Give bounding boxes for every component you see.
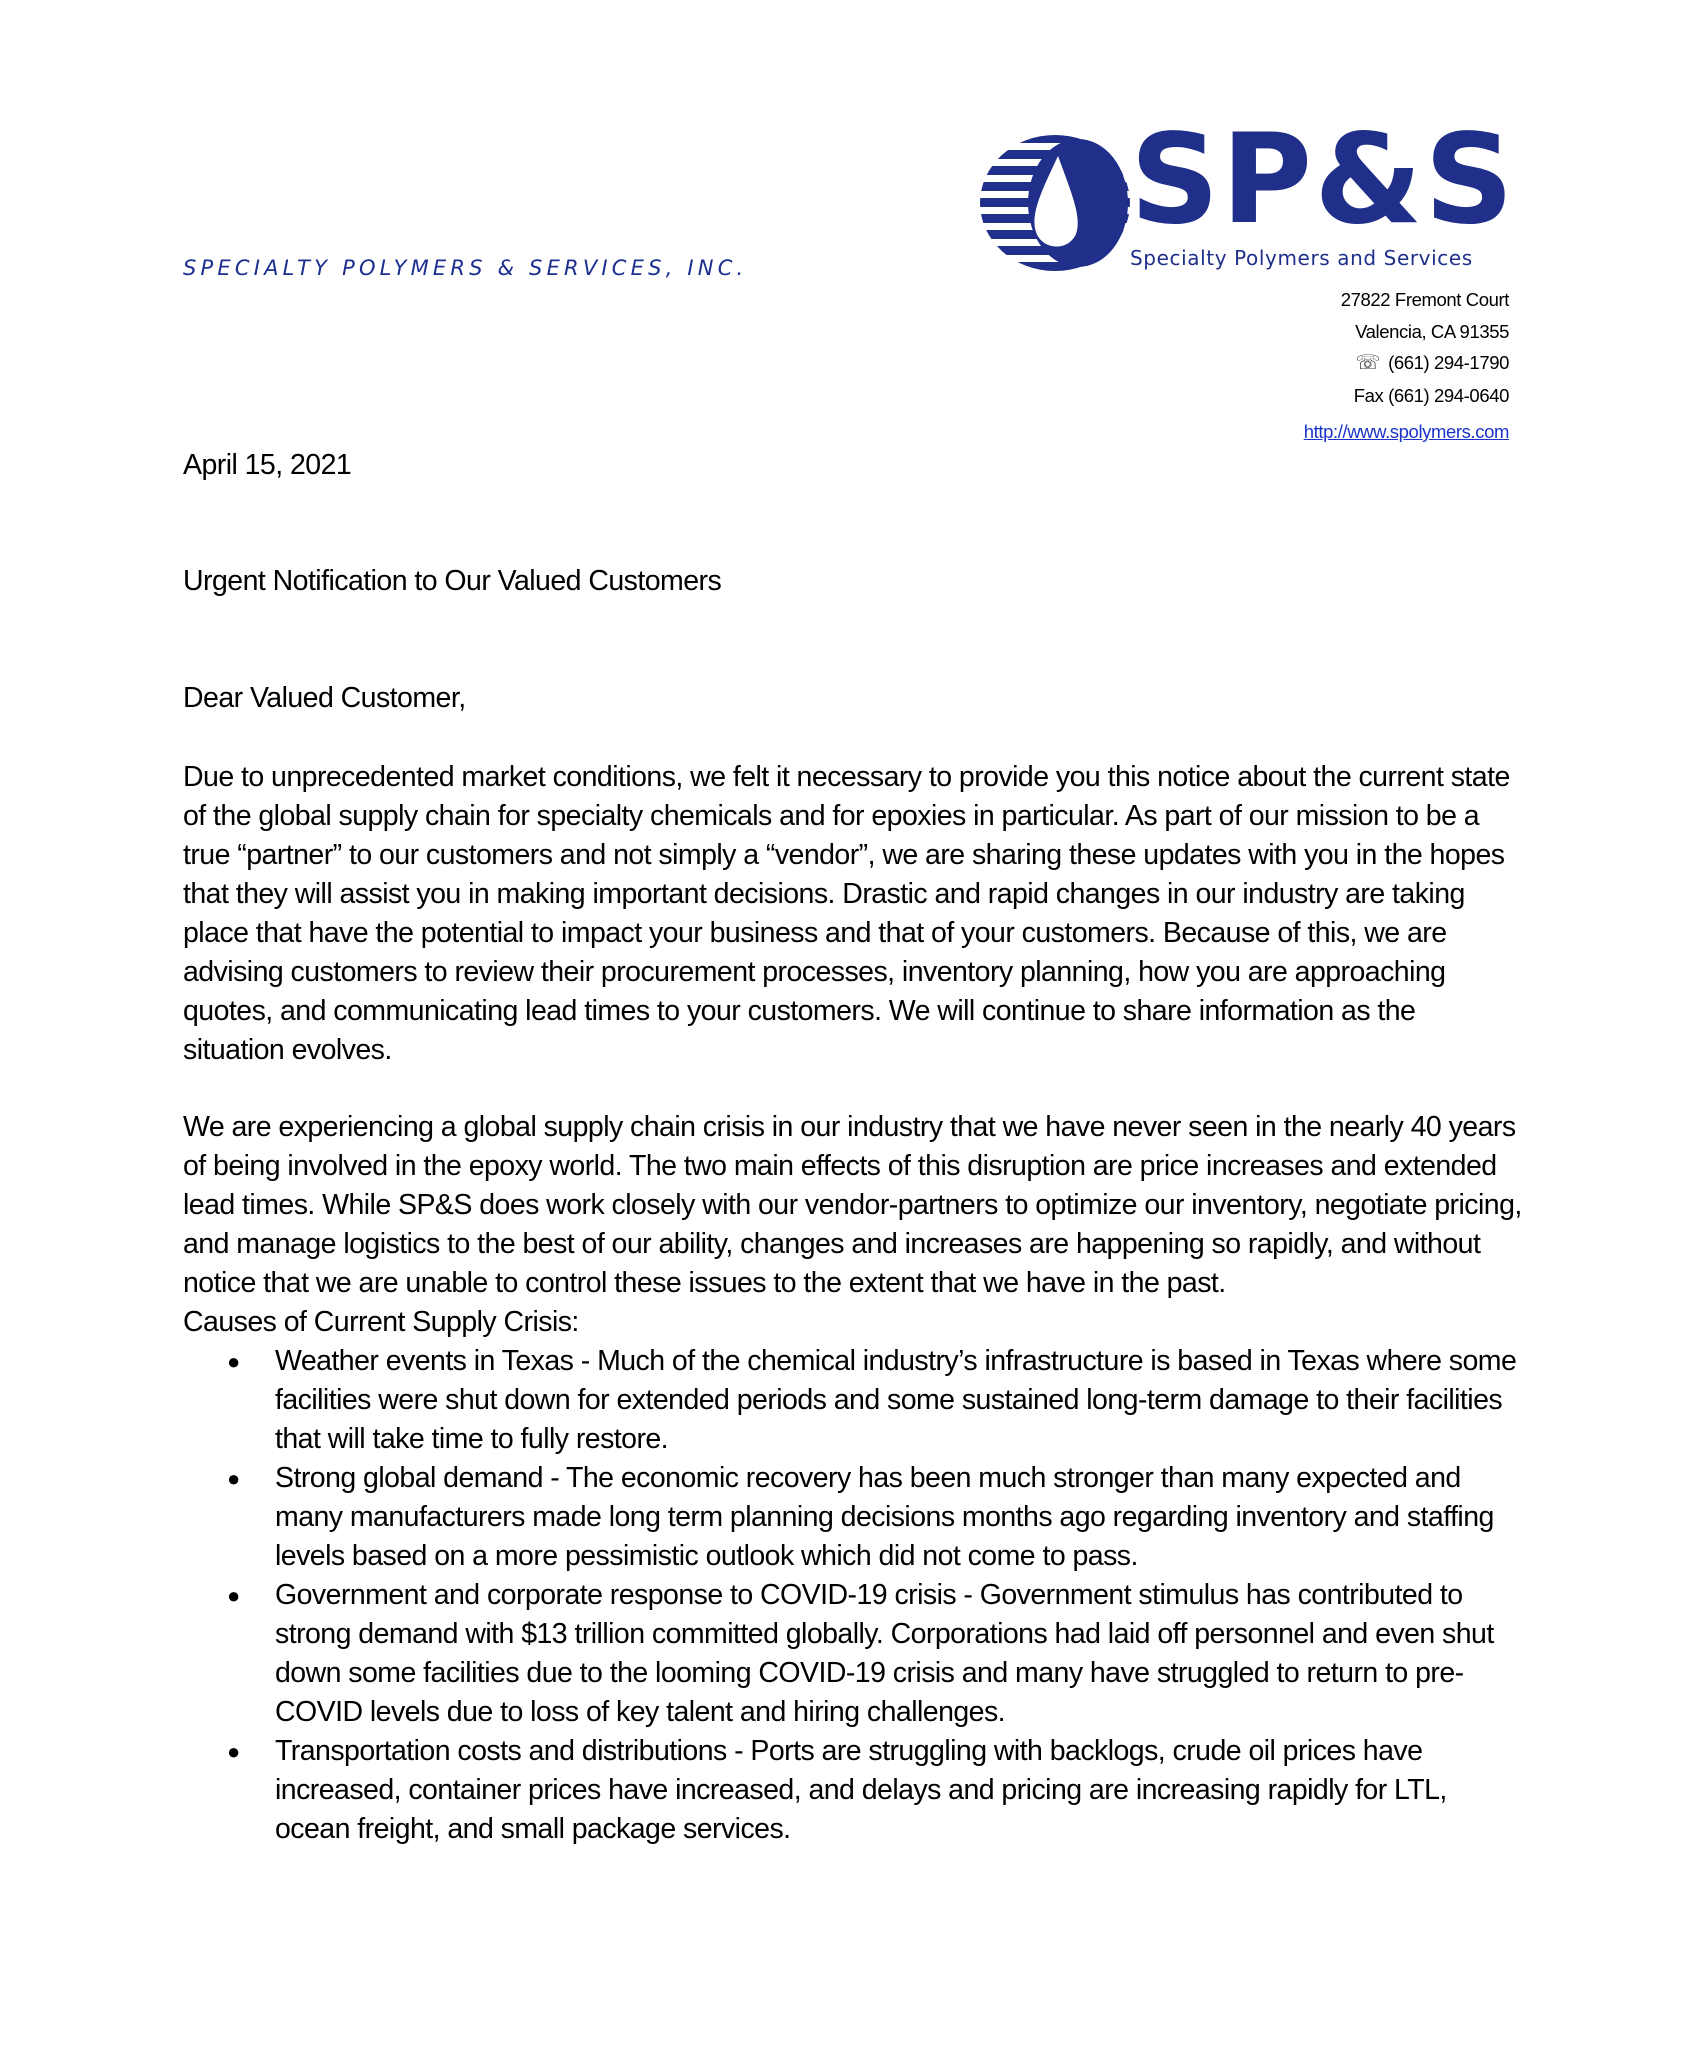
letter-salutation: Dear Valued Customer,: [183, 682, 466, 714]
letter-paragraph-2: [183, 1108, 1523, 1849]
paragraph-text: Due to unprecedented market conditions, we felt it necessary to provide you this notice about the current state of the global supply chain for specialty chemicals and for epoxies in particular. As part of our mission to be a true “partner” to our customers and not simply a “vendor”, we are sharing these updates with you in the hopes that they will assist you in making important decisions. Drastic and rapid changes in our industry are taking place that have the potential to impact your business and that of your customers. Because of this, we are advising customers to review their procurement processes, inventory planning, how you are approaching quotes, and communicating lead times to your customers. We will continue to share information as the situation evolves.: [183, 761, 1510, 1066]
address-street: 27822 Fremont Court: [1340, 289, 1509, 310]
phone-number: (661) 294-1790: [1388, 352, 1509, 373]
address-city: Valencia, CA 91355: [1355, 320, 1509, 342]
list-item: [183, 1732, 1523, 1849]
company-address: [1304, 284, 1509, 448]
letter-paragraph-1: [183, 758, 1523, 1070]
cause-text: Weather events in Texas - Much of the chemical industry’s infrastructure is based in Texas where some facilities were shut down for extended periods and some sustained long-term damage to their facilities that will take time to fully restore.: [275, 1345, 1517, 1455]
paragraph-text: We are experiencing a global supply chain crisis in our industry that we have never seen in the nearly 40 years of being involved in the epoxy world. The two main effects of this disruption are price increases and extended lead times. While SP&S does work closely with our vendor-partners to optimize our inventory, negotiate pricing, and manage logistics to the best of our ability, changes and increases are happening so rapidly, and without notice that we are unable to control these issues to the extent that we have in the past.: [183, 1111, 1522, 1299]
bullet-icon: ●: [227, 1349, 240, 1374]
cause-text: Strong global demand - The economic recovery has been much stronger than many expected and many manufacturers made long term planning decisions months ago regarding inventory and staffing levels based on a more pessimistic outlook which did not come to pass.: [275, 1462, 1494, 1572]
company-tagline: SPECIALTY POLYMERS & SERVICES, INC.: [183, 256, 748, 280]
letter-date: April 15, 2021: [183, 449, 352, 481]
address-phone: [1304, 347, 1509, 380]
logo-wordmark: SP&S: [1130, 108, 1516, 252]
bullet-icon: ●: [227, 1466, 240, 1491]
list-item: [183, 1459, 1523, 1576]
cause-text: Transportation costs and distributions - Ports are struggling with backlogs, crude oil prices have increased, container prices have increased, and delays and pricing are increasing rapidly for LTL, ocean freight, and small package services.: [275, 1735, 1447, 1845]
letter-subject: Urgent Notification to Our Valued Customers: [183, 565, 722, 597]
list-item: [183, 1576, 1523, 1732]
causes-heading: Causes of Current Supply Crisis:: [183, 1306, 579, 1338]
cause-text: Government and corporate response to COVID-19 crisis - Government stimulus has contributed to strong demand with $13 trillion committed globally. Corporations had laid off personnel and even shut down some facilities due to the looming COVID-19 crisis and many have struggled to return to pre-COVID levels due to loss of key talent and hiring challenges.: [275, 1579, 1494, 1728]
list-item: [183, 1342, 1523, 1459]
telephone-icon: ☏: [1355, 352, 1381, 374]
logo-subtitle: Specialty Polymers and Services: [1130, 246, 1473, 270]
bullet-icon: ●: [227, 1739, 240, 1764]
causes-list: [183, 1342, 1523, 1849]
bullet-icon: ●: [227, 1583, 240, 1608]
address-fax: Fax (661) 294-0640: [1353, 384, 1509, 406]
website-link[interactable]: http://www.spolymers.com: [1303, 421, 1509, 442]
